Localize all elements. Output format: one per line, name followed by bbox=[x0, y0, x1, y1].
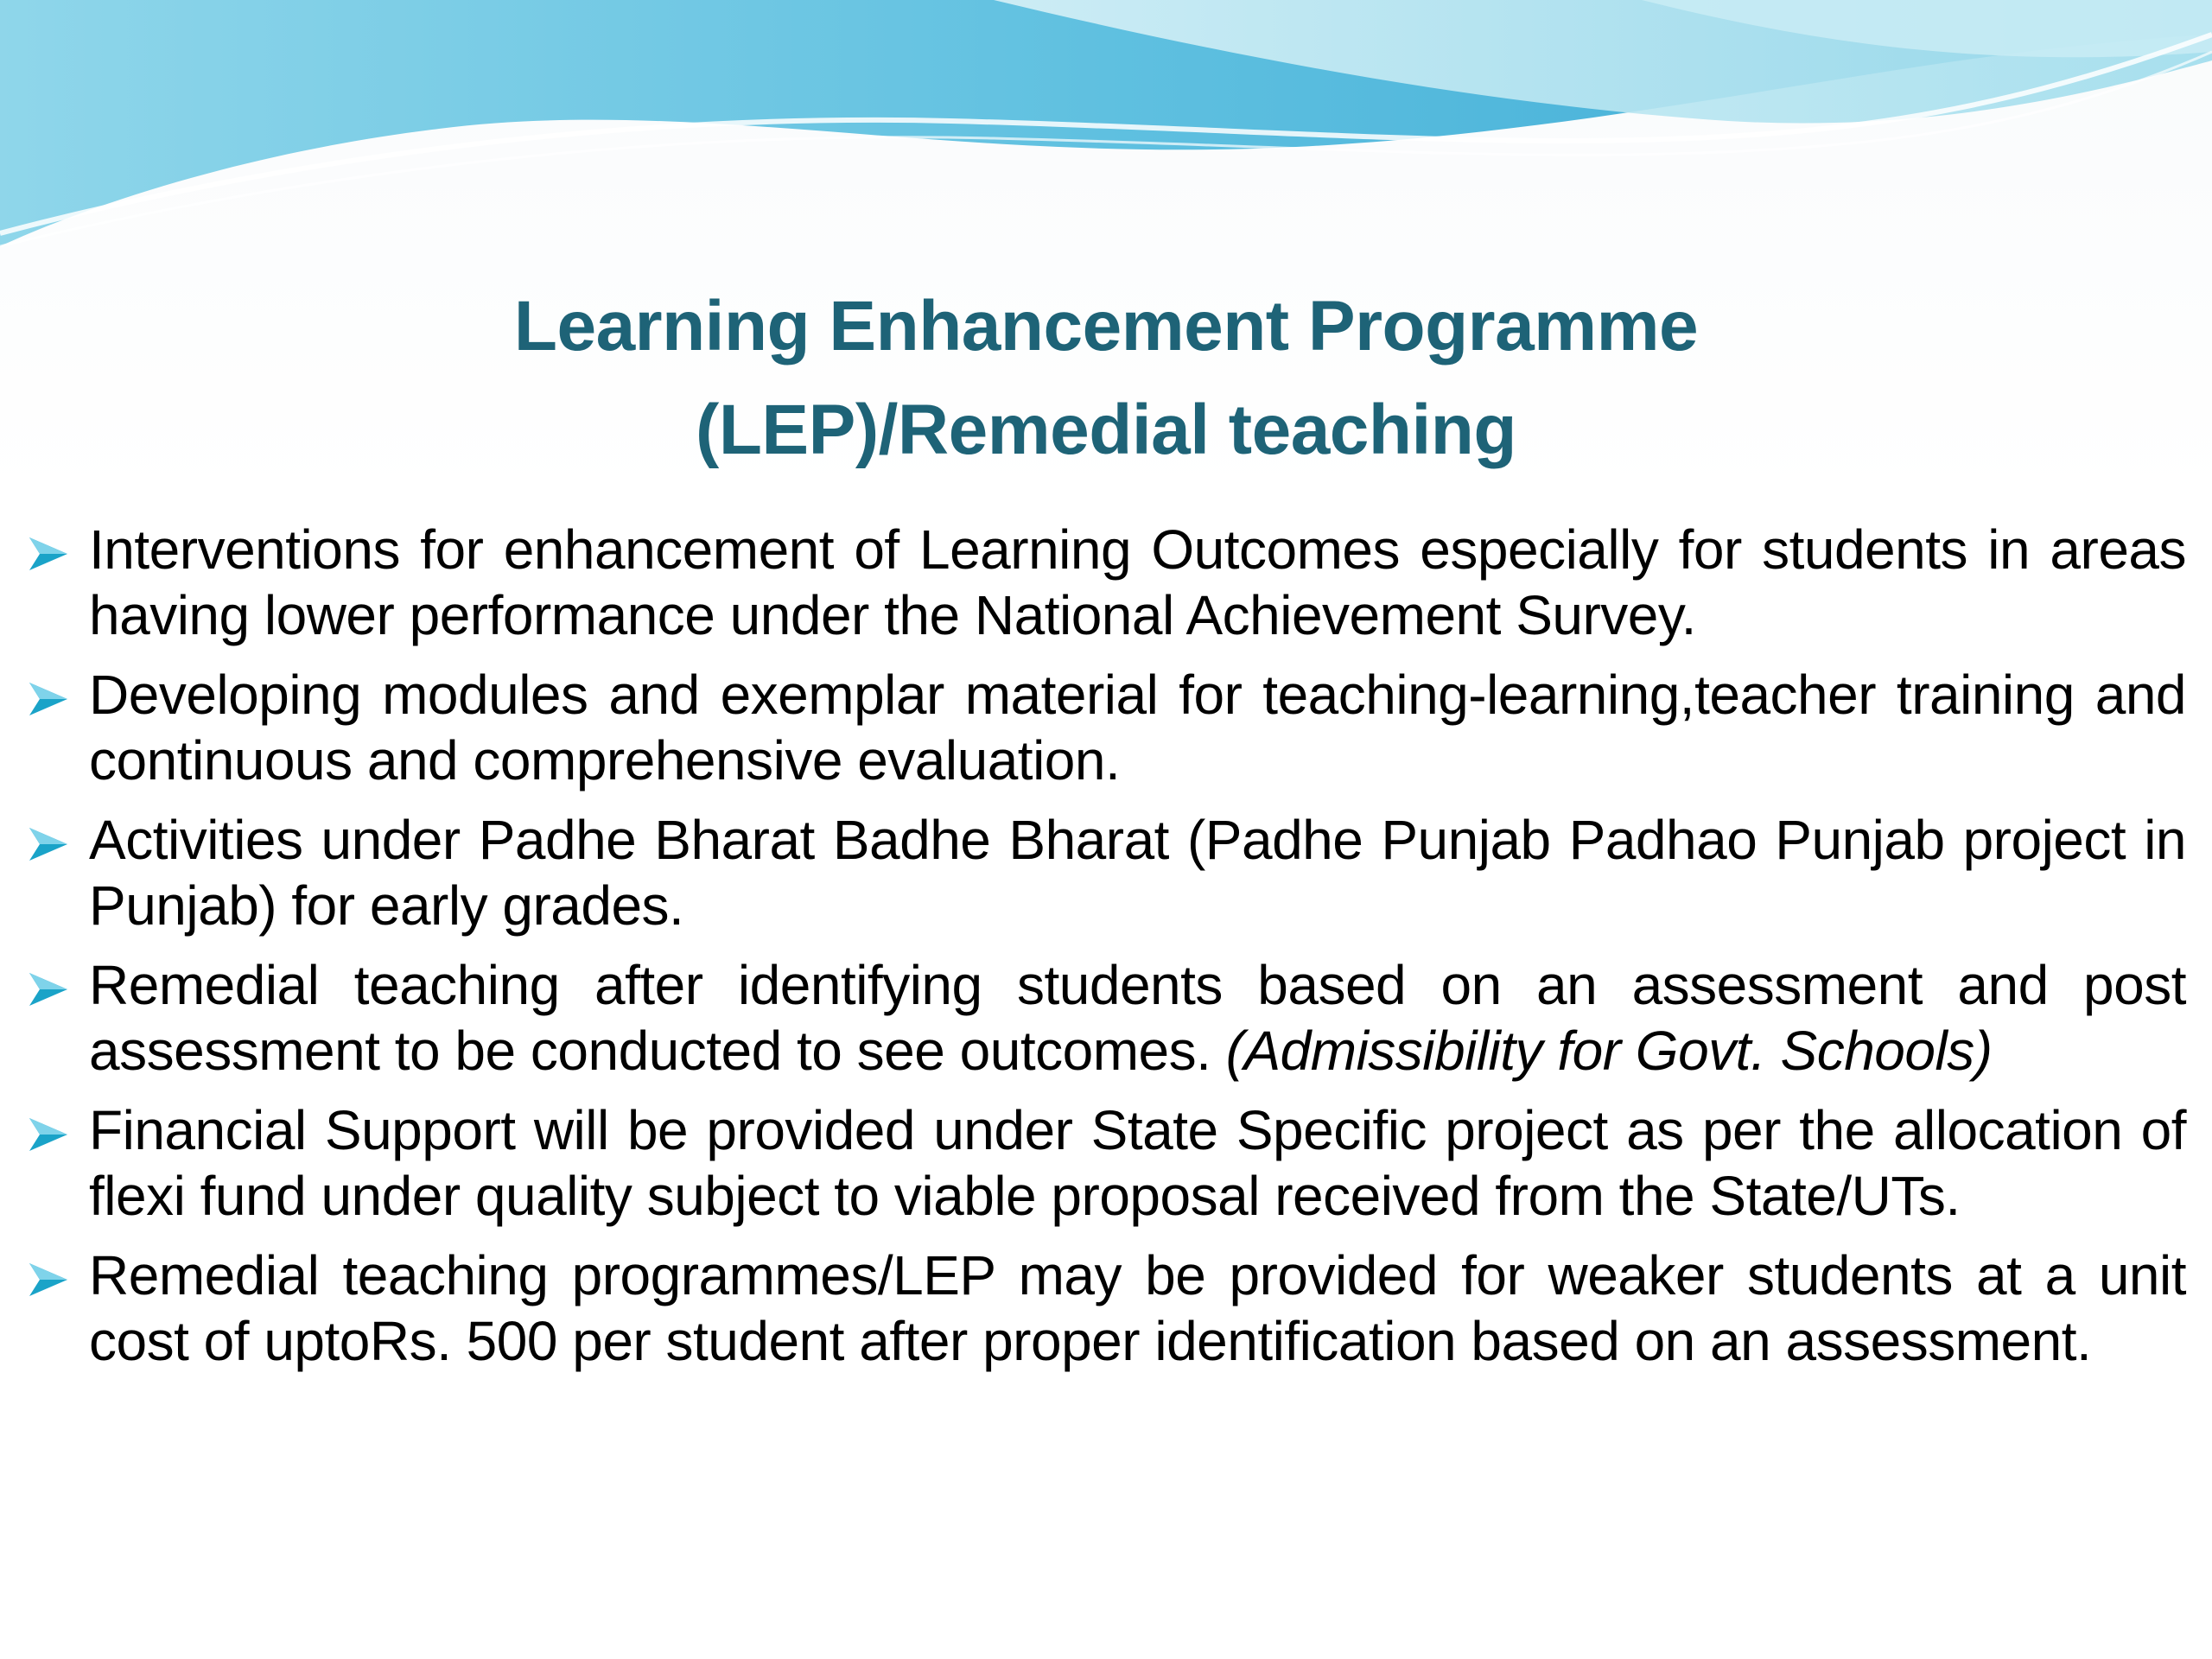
bullet-text-italic: (Admissibility for Govt. Schools) bbox=[1225, 1020, 1993, 1082]
arrow-bullet-icon bbox=[26, 824, 71, 864]
title-line-2: (LEP)/Remedial teaching bbox=[696, 391, 1516, 469]
bullet-text: Financial Support will be provided under State Specific project as per the allocation of flexi fund under quality subject to viable proposal received from the State/UTs. bbox=[89, 1099, 2186, 1227]
bullet-text bbox=[89, 952, 2186, 1084]
slide-title bbox=[173, 275, 2039, 482]
bullet-item bbox=[26, 662, 2186, 793]
bullet-text: Developing modules and exemplar material for teaching-learning,teacher training and continuous and comprehensive evaluation. bbox=[89, 664, 2186, 791]
bullet-item bbox=[26, 1097, 2186, 1229]
bullet-item bbox=[26, 517, 2186, 648]
arrow-bullet-icon bbox=[26, 969, 71, 1009]
arrow-bullet-icon bbox=[26, 1260, 71, 1300]
bullet-item bbox=[26, 952, 2186, 1084]
title-line-1: Learning Enhancement Programme bbox=[513, 287, 1699, 365]
bullet-item bbox=[26, 1243, 2186, 1374]
arrow-bullet-icon bbox=[26, 1115, 71, 1154]
bullet-item bbox=[26, 807, 2186, 938]
bullet-text: Remedial teaching programmes/LEP may be provided for weaker students at a unit cost of uptoRs. 500 per student after proper identification based on an assessment. bbox=[89, 1244, 2186, 1372]
bullet-text: Activities under Padhe Bharat Badhe Bharat (Padhe Punjab Padhao Punjab project in Punjab) for early grades. bbox=[89, 809, 2186, 937]
arrow-bullet-icon bbox=[26, 534, 71, 574]
header-wave-decoration bbox=[0, 0, 2212, 259]
bullet-text-main: Remedial teaching after identifying students based on an assessment and post assessment to be conducted to see outcomes. bbox=[89, 954, 2186, 1082]
bullet-list bbox=[26, 517, 2186, 1388]
bullet-text: Interventions for enhancement of Learning Outcomes especially for students in areas having lower performance under the National Achievement Survey. bbox=[89, 518, 2186, 646]
arrow-bullet-icon bbox=[26, 679, 71, 719]
